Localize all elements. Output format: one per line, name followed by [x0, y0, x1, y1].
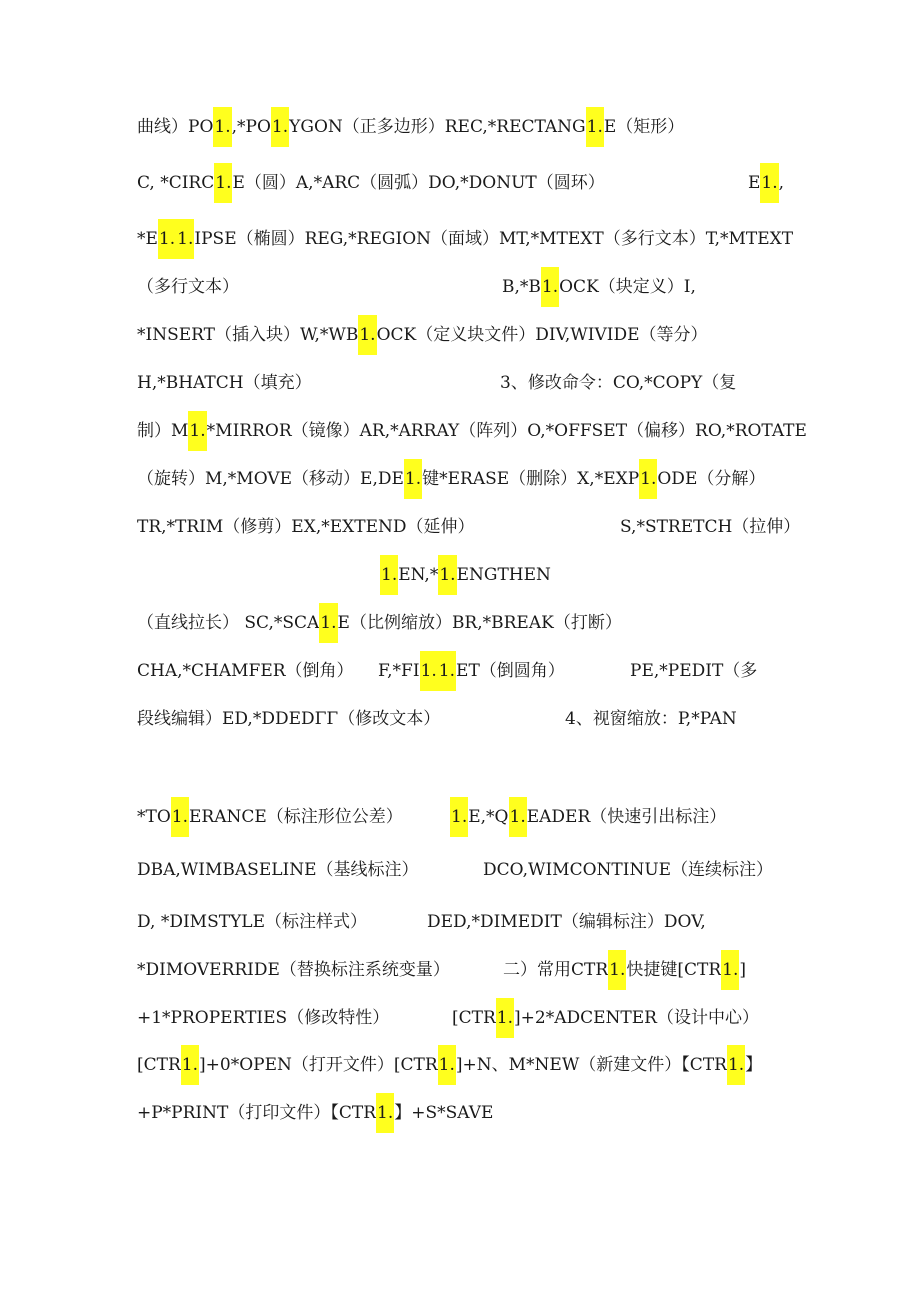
text-segment [137, 998, 389, 1038]
text-line [137, 850, 797, 890]
text-run: +1*PROPERTIES（修改特性） [137, 1008, 390, 1028]
text-run: 键*ERASE（删除）X,*EXP [422, 469, 640, 489]
text-run: E（比例缩放）BR,*BREAK（打断） [337, 613, 622, 633]
text-run: ,*PO [231, 117, 271, 137]
text-run: 】 [745, 1055, 763, 1075]
text-run: D, *DIMSTYLE（标注样式） [137, 912, 367, 932]
highlight-mark: 1. [181, 1045, 199, 1085]
highlight-mark: 1. [319, 603, 337, 643]
text-line [137, 363, 797, 403]
text-run: H,*BHATCH（填充） [137, 373, 312, 393]
text-run: *INSERT（插入块）W,*WB [137, 325, 359, 345]
text-line [380, 555, 920, 595]
text-run: DED,*DIMEDIT（编辑标注）DOV, [427, 912, 706, 932]
text-run: EADER（快速引出标注） [526, 807, 727, 827]
text-run: （直线拉长） SC,*SCA [137, 613, 320, 633]
text-run: 段线编辑）ED,*DDEDΓΓ（修改文本） [137, 709, 441, 729]
text-line [137, 603, 797, 643]
text-run: OCK（定义块文件）DIV,WIVIDE（等分） [376, 325, 708, 345]
text-segment [137, 163, 605, 203]
text-segment [137, 902, 367, 942]
text-line [137, 267, 797, 307]
text-run: *DIMOVERRIDE（替换标注系统变量） [137, 960, 450, 980]
text-run: *E [137, 229, 158, 249]
text-line [137, 950, 797, 990]
text-run: IPSE（椭圆）REG,*REGION（面域）MT,*MTEXT（多行文本）T,*MTEXT [194, 229, 794, 249]
text-run: [CTR [137, 1055, 181, 1075]
text-run: 快捷键[CTR [626, 960, 722, 980]
text-run: F,*FI [378, 661, 420, 681]
highlight-mark: 1. [420, 651, 438, 691]
text-run: ]+N、M*NEW（新建文件）【CTR [455, 1055, 727, 1075]
highlight-mark: 1. [271, 107, 289, 147]
text-line [137, 651, 797, 691]
text-run: EN,* [398, 565, 439, 585]
text-run: +P*PRINT（打印文件）【CTR [137, 1103, 376, 1123]
text-line [137, 699, 797, 739]
text-line [137, 163, 797, 203]
text-segment [378, 651, 565, 691]
text-run: PE,*PEDIT（多 [630, 661, 758, 681]
text-run: C, *CIRC [137, 173, 215, 193]
text-run: YGON（正多边形）REC,*RECTANG [289, 117, 586, 137]
text-run: 二）常用CTR [503, 960, 609, 980]
highlight-mark: 1. [450, 797, 468, 837]
text-run: ENGTHEN [456, 565, 551, 585]
text-segment [137, 699, 440, 739]
highlight-mark: 1. [608, 950, 626, 990]
text-run: *MIRROR（镜像）AR,*ARRAY（阵列）O,*OFFSET（偏移）RO,*ROTATE [206, 421, 807, 441]
text-segment [137, 267, 239, 307]
highlight-mark: 1. [213, 107, 231, 147]
text-run: ]+0*OPEN（打开文件）[CTR [199, 1055, 438, 1075]
text-run: ERANCE（标注形位公差） [189, 807, 403, 827]
text-run: ]+2*ADCENTER（设计中心） [514, 1008, 759, 1028]
text-segment [137, 797, 403, 837]
text-line [137, 315, 797, 355]
highlight-mark: 1. [171, 797, 189, 837]
highlight-mark: 1. [586, 107, 604, 147]
text-run: TR,*TRIM（修剪）EX,*EXTEND（延伸） [137, 517, 475, 537]
text-segment [503, 950, 746, 990]
text-segment [137, 507, 475, 547]
text-run: E（矩形） [603, 117, 685, 137]
text-run: CHA,*CHAMFER（倒角） [137, 661, 354, 681]
highlight-mark: 1. [438, 1045, 456, 1085]
text-segment [427, 902, 706, 942]
highlight-mark: 1. [727, 1045, 745, 1085]
highlight-mark: 1. [358, 315, 376, 355]
text-segment [452, 998, 759, 1038]
text-line [137, 797, 797, 837]
text-line [137, 219, 797, 259]
text-run: ] [739, 960, 747, 980]
text-run: [CTR [452, 1008, 496, 1028]
text-segment [748, 163, 784, 203]
text-run: DCO,WIMCONTINUE（连续标注） [483, 860, 774, 880]
highlight-mark: 1. [380, 555, 398, 595]
text-run: （多行文本） [137, 277, 239, 297]
text-run: OCK（块定义）I, [559, 277, 696, 297]
text-run: , [778, 173, 785, 193]
highlight-mark: 1. [376, 1093, 394, 1133]
highlight-mark: 1. [188, 411, 206, 451]
highlight-mark: 1. [438, 651, 456, 691]
highlight-mark: 1. [639, 459, 657, 499]
text-segment [137, 363, 312, 403]
text-run: E（圆）A,*ARC（圆弧）DO,*DONUT（圆环） [232, 173, 605, 193]
text-segment [137, 850, 419, 890]
text-line [137, 507, 801, 547]
text-run: ODE（分解） [657, 469, 766, 489]
highlight-mark: 1. [509, 797, 527, 837]
text-line [137, 902, 797, 942]
highlight-mark: 1. [214, 163, 232, 203]
text-line [137, 1045, 797, 1085]
text-run: 】+S*SAVE [394, 1103, 494, 1123]
highlight-mark: 1. [496, 998, 514, 1038]
text-run: *TO [137, 807, 171, 827]
text-run: E [748, 173, 761, 193]
text-run: B,*B [502, 277, 541, 297]
text-segment [502, 267, 696, 307]
text-run: ET（倒圆角） [456, 661, 565, 681]
text-segment [565, 699, 737, 739]
highlight-mark: 1. [721, 950, 739, 990]
text-run: 3、修改命令：CO,*COPY（复 [500, 373, 737, 393]
text-line [137, 411, 807, 451]
text-line [137, 107, 797, 147]
text-run: （旋转）M,*MOVE（移动）E,DE [137, 469, 404, 489]
highlight-mark: 1. [404, 459, 422, 499]
highlight-mark: 1. [541, 267, 559, 307]
text-segment [500, 363, 736, 403]
text-segment [620, 507, 800, 547]
highlight-mark: 1. [158, 219, 176, 259]
text-line [137, 1093, 797, 1133]
text-run: 曲线）PO [137, 117, 214, 137]
highlight-mark: 1. [176, 219, 194, 259]
text-line [137, 459, 797, 499]
text-run: S,*STRETCH（拉伸） [620, 517, 801, 537]
text-run: 制）M [137, 421, 189, 441]
text-segment [450, 797, 726, 837]
text-segment [483, 850, 773, 890]
highlight-mark: 1. [438, 555, 456, 595]
highlight-mark: 1. [760, 163, 778, 203]
text-run: E,*Q [468, 807, 509, 827]
text-segment [630, 651, 757, 691]
text-segment [137, 950, 450, 990]
text-segment [137, 651, 354, 691]
text-run: 4、视窗缩放：P,*PAN [565, 709, 737, 729]
text-line [137, 998, 797, 1038]
text-run: DBA,WIMBASELINE（基线标注） [137, 860, 419, 880]
